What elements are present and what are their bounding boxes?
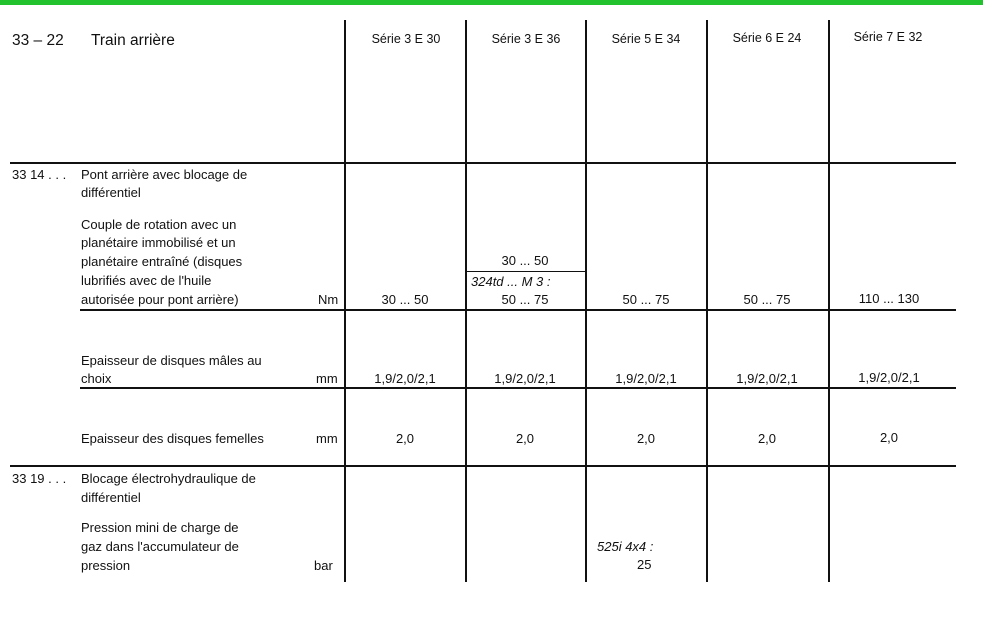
section-separator xyxy=(10,465,956,467)
female-discs-unit: mm xyxy=(316,431,338,446)
male-discs-value-e24: 1,9/2,0/2,1 xyxy=(736,371,798,386)
subsection-code: 33 14 . . . xyxy=(12,167,67,182)
male-discs-value-e34: 1,9/2,0/2,1 xyxy=(615,371,677,386)
torque-value-e32: 110 ... 130 xyxy=(858,291,920,306)
torque-value-e36: 50 ... 75 xyxy=(501,292,549,307)
subsection-title: différentiel xyxy=(81,490,141,505)
female-discs-label: Epaisseur des disques femelles xyxy=(81,431,264,446)
torque-note-e36: 324td ... M 3 : xyxy=(471,274,551,289)
page-title: Train arrière xyxy=(91,32,175,49)
subsection-title: Blocage électrohydraulique de xyxy=(81,471,256,486)
header-separator xyxy=(10,162,956,164)
torque-label: lubrifiés avec de l'huile xyxy=(81,273,212,288)
column-header-e30: Série 3 E 30 xyxy=(371,32,441,46)
section-code: 33 – 22 xyxy=(12,32,64,49)
subsection-code: 33 19 . . . xyxy=(12,471,67,486)
female-discs-value-e32: 2,0 xyxy=(879,430,899,445)
male-discs-value-e36: 1,9/2,0/2,1 xyxy=(494,371,556,386)
male-discs-label: choix xyxy=(81,371,112,386)
female-discs-value-e24: 2,0 xyxy=(757,431,777,446)
torque-value-e36-top: 30 ... 50 xyxy=(501,253,549,268)
torque-label: planétaire immobilisé et un xyxy=(81,235,236,250)
torque-label: autorisée pour pont arrière) xyxy=(81,292,239,307)
pressure-label: pression xyxy=(81,558,131,573)
subsection-title: différentiel xyxy=(81,185,141,200)
female-discs-value-e34: 2,0 xyxy=(636,431,656,446)
column-header-e32: Série 7 E 32 xyxy=(853,30,923,44)
pressure-note-e34: 525i 4x4 : xyxy=(597,539,654,554)
female-discs-value-e30: 2,0 xyxy=(395,431,415,446)
male-discs-value-e32: 1,9/2,0/2,1 xyxy=(858,370,920,385)
subsection-title: Pont arrière avec blocage de xyxy=(81,167,248,182)
column-header-e36: Série 3 E 36 xyxy=(491,32,561,46)
male-discs-value-e30: 1,9/2,0/2,1 xyxy=(374,371,436,386)
top-accent-bar xyxy=(0,0,983,5)
male-discs-unit: mm xyxy=(316,371,338,386)
pressure-value-e34: 25 xyxy=(637,557,652,572)
label-underline xyxy=(81,309,338,310)
column-header-e24: Série 6 E 24 xyxy=(732,31,802,45)
column-header-e34: Série 5 E 34 xyxy=(611,32,681,46)
torque-label: planétaire entraîné (disques xyxy=(81,254,243,269)
torque-unit: Nm xyxy=(318,292,339,307)
pressure-unit: bar xyxy=(314,558,333,573)
torque-label: Couple de rotation avec un xyxy=(81,217,237,232)
cell-split-line xyxy=(466,271,585,272)
pressure-label: Pression mini de charge de xyxy=(81,520,239,535)
pressure-label: gaz dans l'accumulateur de xyxy=(81,539,239,554)
torque-value-e30: 30 ... 50 xyxy=(381,292,429,307)
label-underline xyxy=(81,387,338,388)
torque-value-e34: 50 ... 75 xyxy=(622,292,670,307)
female-discs-value-e36: 2,0 xyxy=(515,431,535,446)
torque-value-e24: 50 ... 75 xyxy=(743,292,791,307)
male-discs-label: Epaisseur de disques mâles au xyxy=(81,353,262,368)
